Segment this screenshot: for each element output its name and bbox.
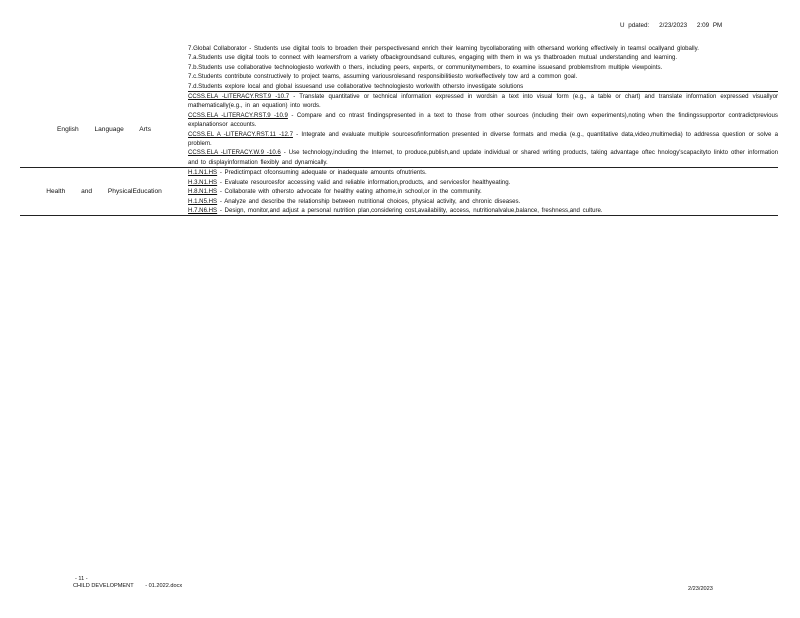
standard-text: 7.a.Students use digital tools to connect with learnersfrom a variety ofbackgroundsand cultures, engaging with them in wa ys thatbroaden mutual understanding and learning. (188, 54, 678, 62)
subject-cell: English Language Arts (20, 92, 188, 168)
doc-title: CHILD DEVELOPMENT (73, 583, 134, 589)
standard-text: - Use technology,including the Internet, to produce,publish,and update individual or shared writing products, taking advantage oftec hnology'scapacityto linkto other information and to displayinformation flexibly and dynamically. (188, 149, 778, 166)
standard-code[interactable]: CCSS.ELA -LITERACY.W.9 -10.6 (188, 149, 281, 157)
subject-cell: Health and PhysicalEducation (20, 168, 188, 216)
standard-item (188, 206, 778, 215)
standard-code[interactable]: H.1.N5.HS (188, 197, 218, 205)
footer-doc (73, 583, 192, 590)
footer-left (73, 576, 192, 590)
standard-text: - Collaborate with othersto advocate for healthy eating athome,in school,or in the community. (217, 188, 482, 196)
standard-text: 7.d.Students explore local and global issuesand use collaborative technologiesto workwith othersto investigate solutions (188, 82, 524, 90)
standard-item (188, 168, 778, 177)
standard-text: - Translate quantitative or technical information expressed in wordsin a text into visual form (e.g., a table or chart) and translate information expressed visuallyor mathematically(e.g., in an equation) into words. (188, 93, 778, 110)
standard-item (188, 187, 778, 196)
standard-item (188, 82, 778, 91)
updated-time: 2:09 PM (696, 22, 723, 29)
standard-code[interactable]: CCSS.ELA -LITERACY.RST.9 -10.7 (188, 93, 290, 101)
standard-code[interactable]: H.3.N1.HS (188, 178, 218, 186)
updated-timestamp (620, 22, 780, 29)
footer-date: 2/23/2023 (688, 586, 713, 592)
page-number: - 11 - (75, 576, 88, 582)
standard-item (188, 111, 778, 130)
standard-item (188, 53, 778, 62)
standard-text: - Analyze and describe the relationship between nutritional choices, physical activity, and chronic diseases. (217, 197, 521, 205)
standard-code[interactable]: CCSS.ELA -LITERACY.RST.9 -10.9 (188, 111, 288, 119)
updated-date: 2/23/2023 (659, 22, 688, 29)
table-row (20, 44, 778, 92)
standard-text: - Design, monitor,and adjust a personal nutrition plan,considering cost,availability, access, nutritionalvalue,balance, freshness,and culture. (217, 206, 603, 214)
standard-item (188, 197, 778, 206)
standard-text: 7.b.Students use collaborative technologiesto workwith o thers, including peers, experts, or communitymembers, to examine issuesand problemsfrom multiple viewpoints. (188, 63, 663, 71)
standard-text: - Evaluate resourcesfor accessing valid and reliable information,products, and servicesfor healthyeating. (217, 178, 511, 186)
standard-item (188, 178, 778, 187)
standard-code[interactable]: H.7.N6.HS (188, 206, 218, 214)
standard-text: - Predictimpact ofconsuming adequate or inadequate amounts ofnutrients. (217, 169, 427, 177)
standard-item (188, 130, 778, 149)
standards-table (20, 44, 778, 216)
standard-item (188, 44, 778, 53)
doc-file: - 01.2022.docx (145, 583, 183, 589)
standard-text: - Compare and co ntrast findingspresented in a text to those from other sources (including their own experiments),noting when the findingssupportor contradictprevious explanationsor accounts. (188, 111, 778, 129)
subject-cell (20, 44, 188, 92)
standard-item (188, 92, 778, 111)
standards-cell (188, 92, 778, 168)
standard-text: - Integrate and evaluate multiple sourcesofinformation presented in diverse formats and media (e.g., quantitative data,video,multimedia) to addressa question or solve a problem. (188, 130, 779, 148)
updated-label: U pdated: (620, 22, 650, 29)
standard-code[interactable]: H.8.N1.HS (188, 188, 218, 196)
standards-cell (188, 44, 778, 92)
standard-code[interactable]: CCSS.EL A -LITERACY.RST.11 -12.7 (188, 130, 293, 138)
standard-text: 7.c.Students contribute constructively to project teams, assuming variousrolesand responsibilitiesto workeffectively tow ard a common goal. (188, 73, 578, 81)
standard-code[interactable]: H.1.N1.HS (188, 169, 218, 177)
table-row (20, 92, 778, 168)
table-row (20, 168, 778, 216)
standard-text: 7.Global Collaborator - Students use digital tools to broaden their perspectivesand enrich their learning bycollaborating with othersand working effectively in teamsl ocallyand globally. (188, 45, 699, 52)
standard-item (188, 72, 778, 81)
standard-item (188, 148, 778, 167)
standard-item (188, 63, 778, 72)
standards-cell (188, 168, 778, 216)
